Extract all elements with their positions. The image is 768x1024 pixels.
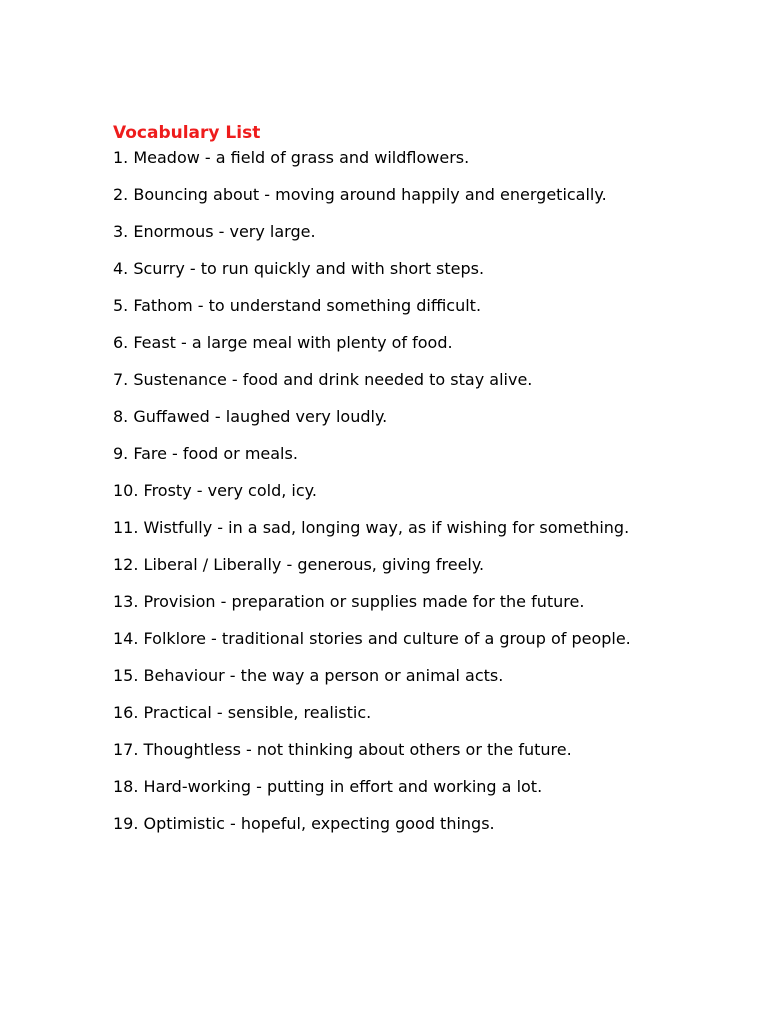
vocabulary-item-3: 3. Enormous - very large. bbox=[113, 222, 316, 241]
vocabulary-item-9: 9. Fare - food or meals. bbox=[113, 444, 298, 463]
vocabulary-item-14: 14. Folklore - traditional stories and culture of a group of people. bbox=[113, 629, 631, 648]
vocabulary-item-17: 17. Thoughtless - not thinking about others or the future. bbox=[113, 740, 572, 759]
vocabulary-item-8: 8. Guffawed - laughed very loudly. bbox=[113, 407, 388, 426]
document-title: Vocabulary List bbox=[113, 123, 261, 143]
vocabulary-item-1: 1. Meadow - a field of grass and wildflowers. bbox=[113, 148, 470, 167]
vocabulary-item-2: 2. Bouncing about - moving around happily and energetically. bbox=[113, 185, 607, 204]
vocabulary-item-7: 7. Sustenance - food and drink needed to stay alive. bbox=[113, 370, 533, 389]
vocabulary-item-15: 15. Behaviour - the way a person or animal acts. bbox=[113, 666, 504, 685]
document-page bbox=[113, 121, 653, 849]
vocabulary-item-10: 10. Frosty - very cold, icy. bbox=[113, 481, 317, 500]
vocabulary-item-4: 4. Scurry - to run quickly and with short steps. bbox=[113, 259, 485, 278]
vocabulary-item-11: 11. Wistfully - in a sad, longing way, as if wishing for something. bbox=[113, 518, 630, 537]
vocabulary-item-6: 6. Feast - a large meal with plenty of food. bbox=[113, 333, 453, 352]
vocabulary-item-16: 16. Practical - sensible, realistic. bbox=[113, 703, 372, 722]
vocabulary-item-5: 5. Fathom - to understand something difficult. bbox=[113, 296, 482, 315]
vocabulary-item-13: 13. Provision - preparation or supplies made for the future. bbox=[113, 592, 585, 611]
vocabulary-item-12: 12. Liberal / Liberally - generous, giving freely. bbox=[113, 555, 485, 574]
vocabulary-item-18: 18. Hard-working - putting in effort and working a lot. bbox=[113, 777, 543, 796]
vocabulary-item-19: 19. Optimistic - hopeful, expecting good things. bbox=[113, 814, 495, 833]
vocabulary-list bbox=[113, 146, 653, 836]
